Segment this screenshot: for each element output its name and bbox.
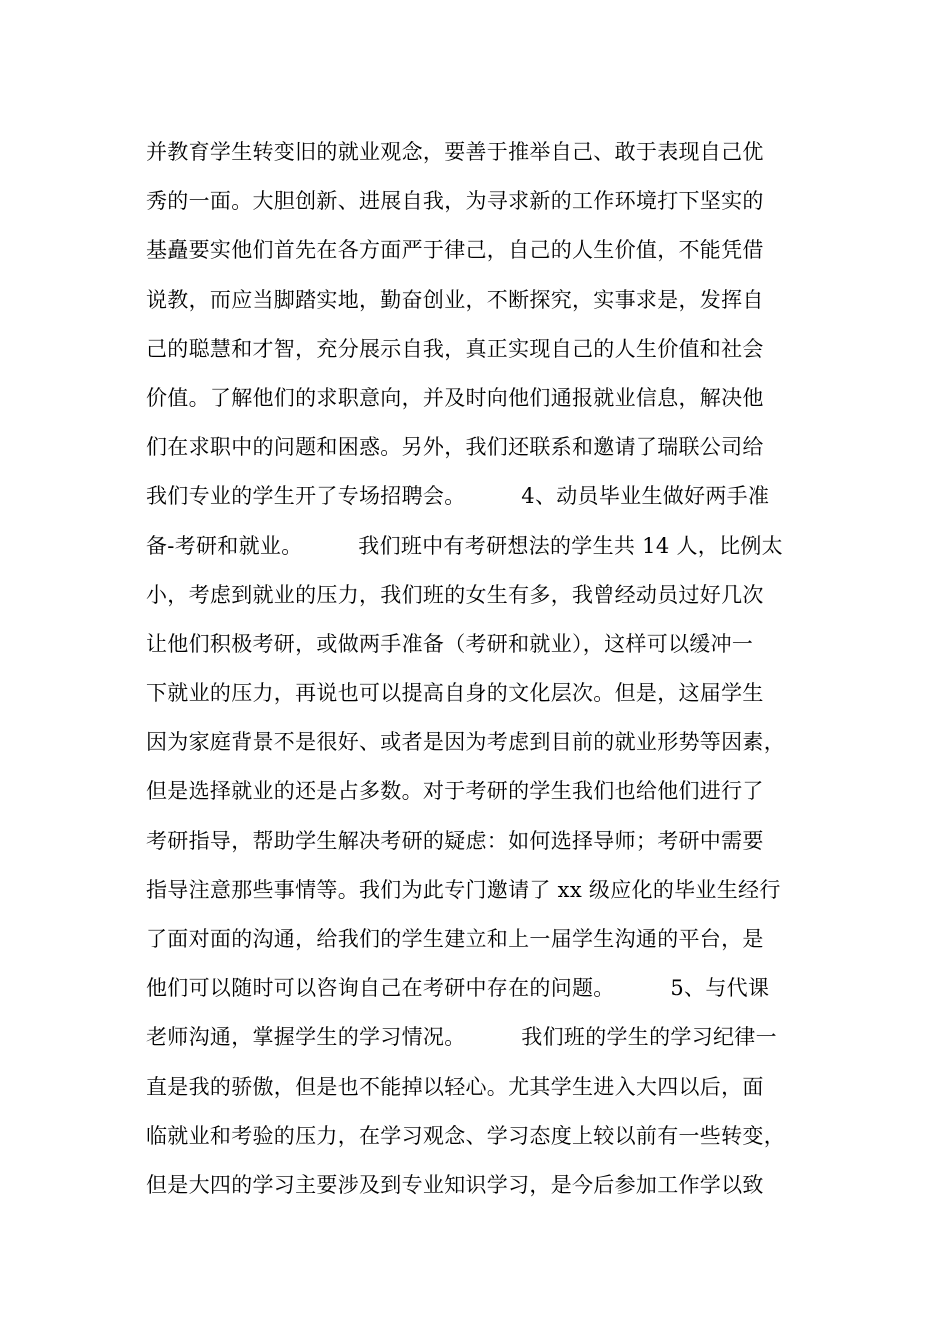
text-line: 价值。了解他们的求职意向，并及时向他们通报就业信息，解决他: [146, 385, 764, 410]
text-line: 说教，而应当脚踏实地，勤奋创业，不断探究，实事求是，发挥自: [146, 287, 764, 312]
text-line: 但是大四的学习主要涉及到专业知识学习，是今后参加工作学以致: [146, 1172, 764, 1197]
text-line: 指导注意那些事情等。我们为此专门邀请了 xx 级应化的毕业生经行: [146, 877, 781, 902]
text-line: 直是我的骄傲，但是也不能掉以轻心。尤其学生进入大四以后，面: [146, 1074, 764, 1099]
text-line: 因为家庭背景不是很好、或者是因为考虑到目前的就业形势等因素，: [146, 730, 785, 755]
text-line: 考研指导，帮助学生解决考研的疑虑：如何选择导师；考研中需要: [146, 828, 764, 853]
text-line: 小，考虑到就业的压力，我们班的女生有多，我曾经动员过好几次: [146, 582, 764, 607]
text-line: 下就业的压力，再说也可以提高自身的文化层次。但是，这届学生: [146, 681, 764, 706]
text-line: 了面对面的沟通，给我们的学生建立和上一届学生沟通的平台，是: [146, 927, 764, 951]
text-line: 己的聪慧和才智，充分展示自我，真正实现自己的人生价值和社会: [146, 336, 764, 361]
text-line: 备-考研和就业。 我们班中有考研想法的学生共 14 人，比例太: [146, 533, 783, 558]
text-line: 临就业和考验的压力，在学习观念、学习态度上较以前有一些转变，: [146, 1123, 785, 1148]
text-line: 他们可以随时可以咨询自己在考研中存在的问题。 5、与代课: [146, 976, 770, 1001]
text-line: 老师沟通，掌握学生的学习情况。 我们班的学生的学习纪律一: [146, 1025, 777, 1050]
body-text: [146, 128, 826, 1210]
text-line: 们在求职中的问题和困惑。另外，我们还联系和邀请了瑞联公司给: [146, 435, 764, 460]
text-line: 但是选择就业的还是占多数。对于考研的学生我们也给他们进行了: [146, 779, 764, 804]
text-line: 让他们积极考研，或做两手准备（考研和就业），这样可以缓冲一: [146, 631, 754, 656]
text-line: 基矗要实他们首先在各方面严于律己，自己的人生价值，不能凭借: [146, 238, 764, 263]
text-line: 我们专业的学生开了专场招聘会。 4、动员毕业生做好两手准: [146, 484, 770, 509]
text-line: 并教育学生转变旧的就业观念，要善于推举自己、敢于表现自己优: [146, 140, 764, 164]
text-line: 秀的一面。大胆创新、进展自我，为寻求新的工作环境打下坚实的: [146, 189, 764, 214]
